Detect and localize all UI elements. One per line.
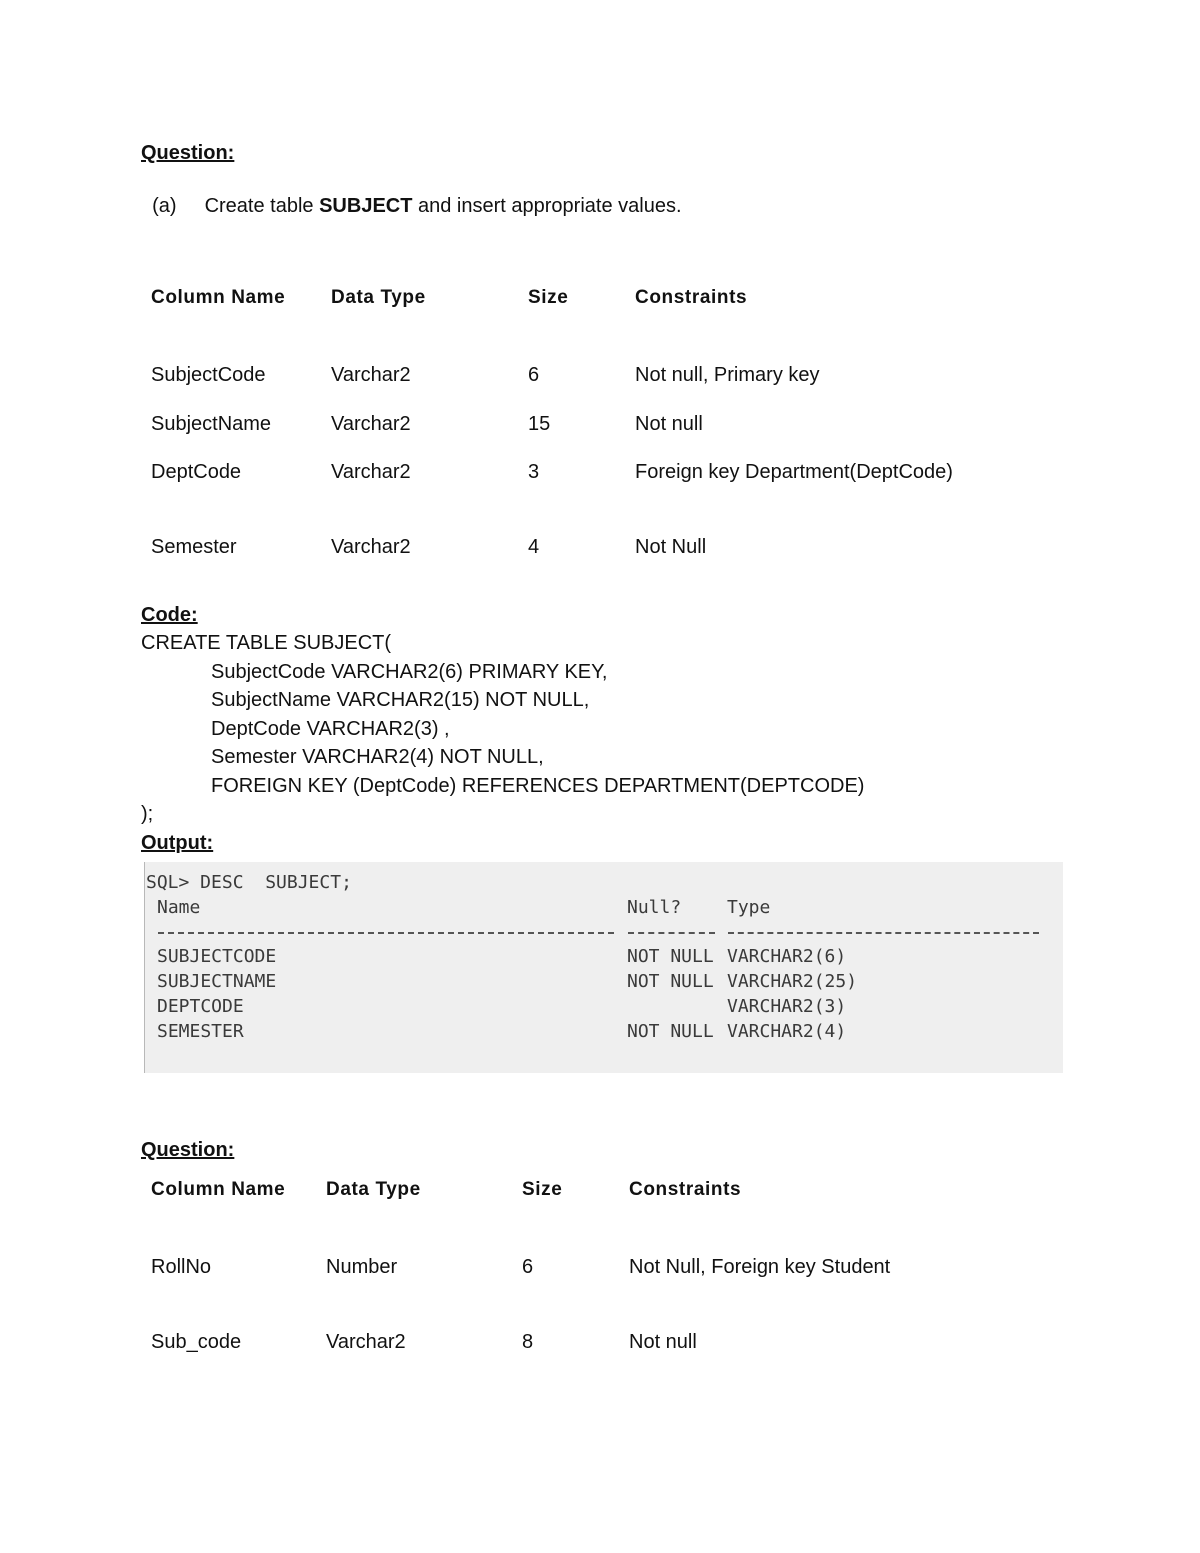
table-cell: Number [326, 1256, 398, 1278]
table-cell: Not null [635, 413, 703, 435]
output-heading: Output: [141, 832, 214, 854]
table-cell: 15 [528, 413, 551, 435]
output-cell: NOT NULL [627, 1021, 714, 1042]
table-cell: 6 [528, 364, 540, 386]
output-cell: DEPTCODE [157, 996, 244, 1017]
table-cell: Varchar2 [331, 536, 411, 558]
output-cell: NOT NULL [627, 946, 714, 967]
table-header-column-name: Column Name [151, 1179, 286, 1200]
table-cell: DeptCode [151, 461, 242, 483]
table-cell: SubjectName [151, 413, 272, 435]
divider [728, 932, 1039, 934]
question-prefix: (a) [152, 195, 177, 217]
table-cell: Foreign key Department(DeptCode) [635, 461, 953, 483]
output-cell: VARCHAR2(6) [727, 946, 847, 967]
table-cell: Varchar2 [331, 413, 411, 435]
table-cell: Not null [629, 1331, 697, 1353]
table-cell: SubjectCode [151, 364, 266, 386]
code-line: ); [141, 803, 154, 825]
table-cell: Varchar2 [331, 364, 411, 386]
table-cell: 8 [522, 1331, 534, 1353]
table-header-constraints: Constraints [629, 1179, 742, 1200]
code-line: CREATE TABLE SUBJECT( [141, 632, 392, 654]
output-cell: VARCHAR2(25) [727, 971, 858, 992]
code-line: SubjectCode VARCHAR2(6) PRIMARY KEY, [211, 661, 608, 683]
table-cell: Not null, Primary key [635, 364, 820, 386]
table-cell: 3 [528, 461, 540, 483]
table-header-constraints: Constraints [635, 287, 748, 308]
output-cell: SUBJECTNAME [157, 971, 277, 992]
question-heading: Question: [141, 1139, 235, 1161]
code-line: SubjectName VARCHAR2(15) NOT NULL, [211, 689, 590, 711]
question-text [141, 172, 682, 218]
code-heading: Code: [141, 604, 198, 626]
output-col-name: Name [157, 897, 201, 918]
table-cell: Not Null [635, 536, 707, 558]
output-cell: SUBJECTCODE [157, 946, 277, 967]
table-header-size: Size [528, 287, 569, 308]
table-header-size: Size [522, 1179, 563, 1200]
table-cell: Semester [151, 536, 237, 558]
table-cell: 6 [522, 1256, 534, 1278]
question-heading: Question: [141, 142, 235, 164]
divider [158, 932, 614, 934]
output-cell: SEMESTER [157, 1021, 244, 1042]
output-col-null: Null? [627, 897, 682, 918]
question-text-after: and insert appropriate values. [412, 195, 682, 217]
table-header-data-type: Data Type [331, 287, 426, 308]
table-header-column-name: Column Name [151, 287, 286, 308]
code-line: DeptCode VARCHAR2(3) , [211, 718, 450, 740]
code-line: Semester VARCHAR2(4) NOT NULL, [211, 746, 544, 768]
code-line: FOREIGN KEY (DeptCode) REFERENCES DEPARTMENT(DEPTCODE) [211, 775, 865, 797]
sql-output-console [144, 862, 1063, 1073]
table-cell: 4 [528, 536, 540, 558]
table-cell: Not Null, Foreign key Student [629, 1256, 891, 1278]
sql-command: SQL> DESC SUBJECT; [146, 872, 352, 893]
output-cell: VARCHAR2(4) [727, 1021, 847, 1042]
output-cell: VARCHAR2(3) [727, 996, 847, 1017]
question-table-name: SUBJECT [319, 195, 413, 217]
divider [628, 932, 715, 934]
output-cell: NOT NULL [627, 971, 714, 992]
table-cell: RollNo [151, 1256, 212, 1278]
table-header-data-type: Data Type [326, 1179, 421, 1200]
table-cell: Sub_code [151, 1331, 242, 1353]
table-cell: Varchar2 [331, 461, 411, 483]
table-cell: Varchar2 [326, 1331, 406, 1353]
output-col-type: Type [727, 897, 771, 918]
question-text-before: Create table [204, 195, 320, 217]
